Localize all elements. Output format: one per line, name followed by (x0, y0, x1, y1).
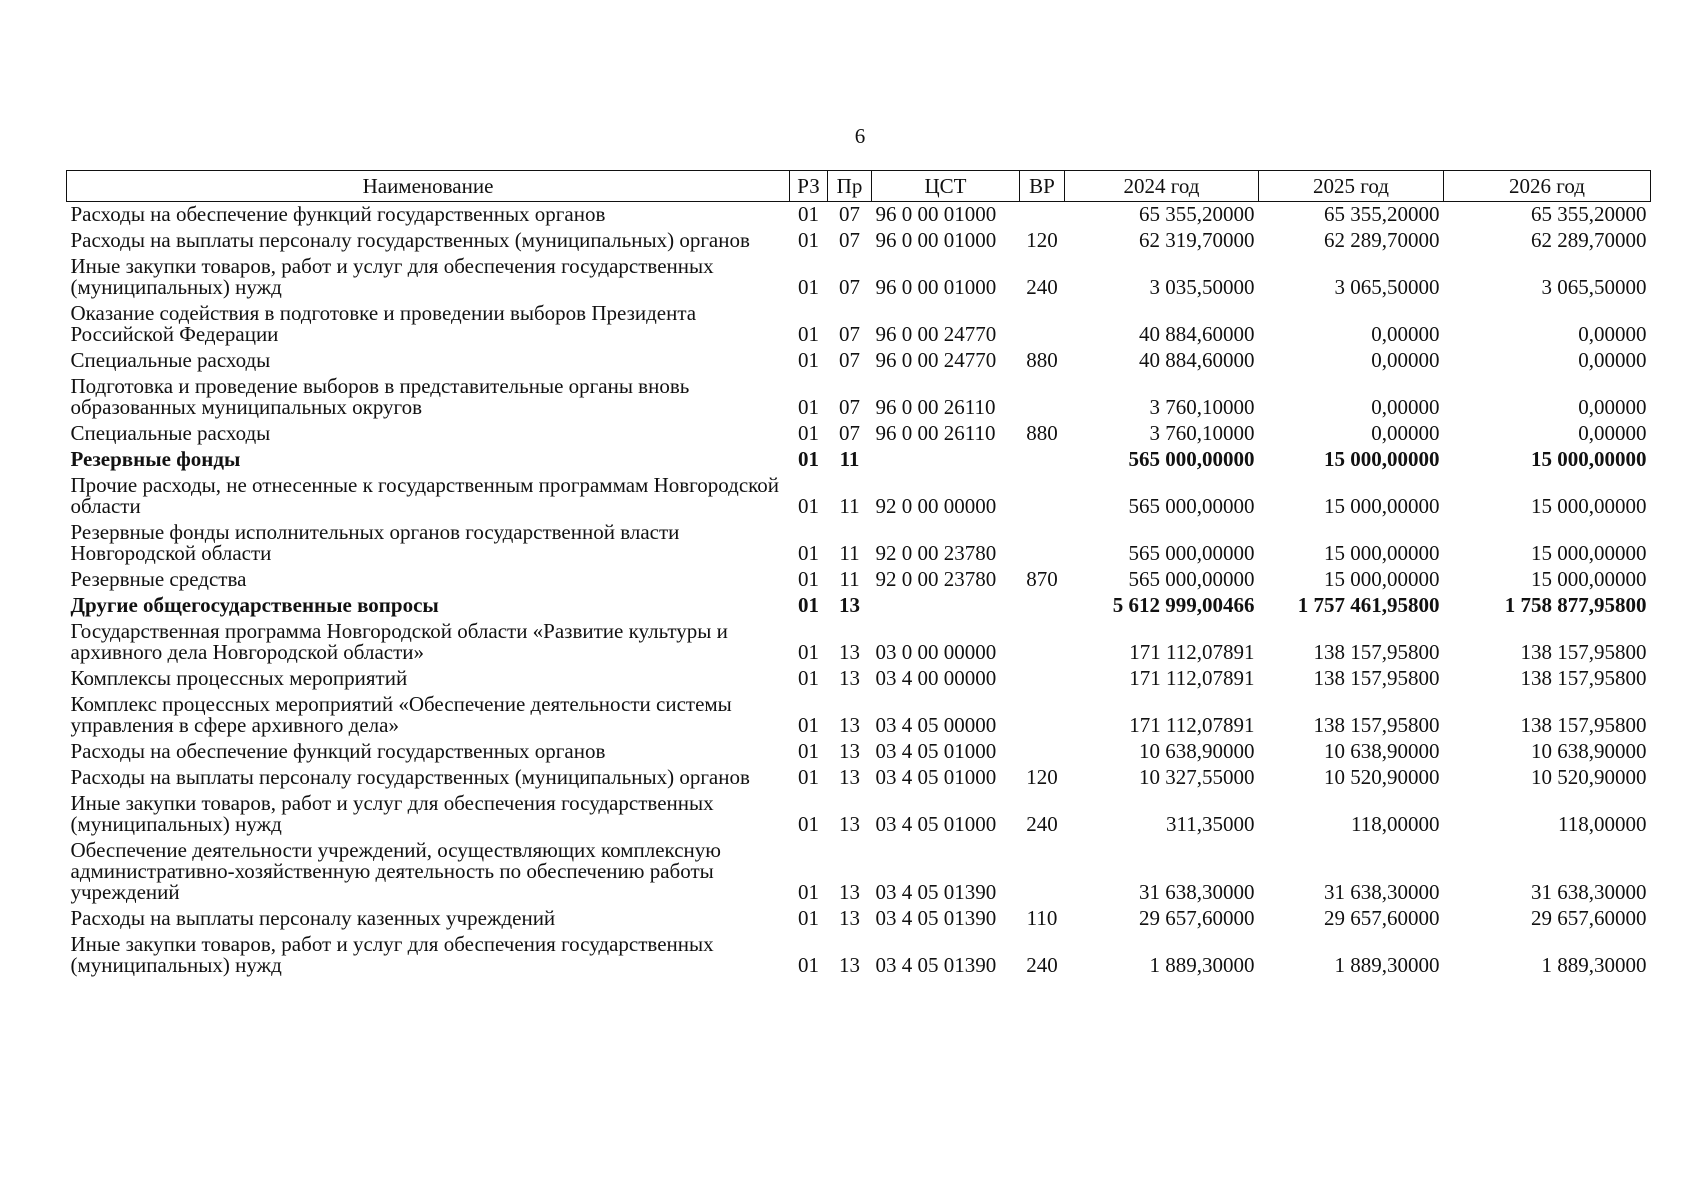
cell-2025: 1 757 461,95800 (1297, 593, 1440, 617)
table-row (67, 765, 1651, 791)
cell-name: Иные закупки товаров, работ и услуг для обеспечения государственных (муниципальных) нужд (70, 254, 714, 299)
cell-2025: 15 000,00000 (1324, 494, 1440, 518)
cell-2025: 10 520,90000 (1324, 765, 1440, 789)
cell-pr: 07 (839, 348, 860, 372)
table-row (67, 932, 1651, 979)
cell-vr: 880 (1026, 421, 1058, 445)
cell-2026: 0,00000 (1578, 322, 1647, 346)
table-row (67, 838, 1651, 906)
cell-2026: 1 889,30000 (1541, 953, 1647, 977)
cell-2026: 31 638,30000 (1531, 880, 1647, 904)
cell-pr: 07 (839, 421, 860, 445)
cell-name: Оказание содействия в подготовке и проведении выборов Президента Российской Федерации (70, 301, 697, 346)
cell-2024: 565 000,00000 (1128, 567, 1255, 591)
cell-rz: 01 (798, 494, 819, 518)
cell-2024: 171 112,07891 (1129, 640, 1255, 664)
cell-vr (1020, 301, 1065, 348)
table-row (67, 567, 1651, 593)
cell-vr: 120 (1026, 228, 1058, 252)
cell-name: Иные закупки товаров, работ и услуг для обеспечения государственных (муниципальных) нужд (70, 932, 714, 977)
cell-vr: 240 (1026, 275, 1058, 299)
table-row (67, 301, 1651, 348)
cell-cst: 96 0 00 24770 (875, 348, 997, 372)
cell-name: Другие общегосударственные вопросы (70, 593, 439, 617)
cell-2026: 10 638,90000 (1531, 739, 1647, 763)
cell-name: Резервные средства (70, 567, 247, 591)
cell-cst: 03 4 05 01390 (875, 880, 997, 904)
cell-rz: 01 (798, 812, 819, 836)
cell-name: Специальные расходы (70, 348, 271, 372)
cell-rz: 01 (798, 567, 819, 591)
cell-rz: 01 (798, 395, 819, 419)
header-2025: 2025 год (1259, 171, 1444, 202)
table-row (67, 593, 1651, 619)
table-row (67, 619, 1651, 666)
cell-pr: 13 (839, 593, 860, 617)
cell-2025: 138 157,95800 (1313, 666, 1440, 690)
cell-2024: 62 319,70000 (1139, 228, 1255, 252)
cell-name: Специальные расходы (70, 421, 271, 445)
cell-rz: 01 (798, 275, 819, 299)
cell-name: Комплексы процессных мероприятий (70, 666, 408, 690)
cell-rz: 01 (798, 593, 819, 617)
cell-pr: 07 (839, 202, 860, 226)
table-row (67, 692, 1651, 739)
cell-2025: 0,00000 (1371, 395, 1440, 419)
header-rz: РЗ (790, 171, 828, 202)
cell-name: Резервные фонды исполнительных органов государственной власти Новгородской области (70, 520, 680, 565)
cell-cst: 96 0 00 24770 (875, 322, 997, 346)
cell-vr: 880 (1026, 348, 1058, 372)
cell-2024: 65 355,20000 (1139, 202, 1255, 226)
cell-2026: 138 157,95800 (1520, 640, 1647, 664)
cell-2026: 0,00000 (1578, 421, 1647, 445)
cell-2025: 118,00000 (1351, 812, 1440, 836)
cell-2024: 5 612 999,00466 (1112, 593, 1255, 617)
cell-cst: 03 4 05 01000 (875, 739, 997, 763)
cell-cst (872, 447, 1020, 473)
cell-rz: 01 (798, 348, 819, 372)
cell-2024: 311,35000 (1166, 812, 1255, 836)
cell-vr: 240 (1026, 812, 1058, 836)
cell-pr: 13 (839, 713, 860, 737)
cell-pr: 11 (839, 567, 860, 591)
cell-name: Прочие расходы, не отнесенные к государственным программам Новгородской области (70, 473, 780, 518)
cell-pr: 11 (839, 447, 860, 471)
cell-cst: 96 0 00 01000 (875, 202, 997, 226)
cell-pr: 13 (839, 640, 860, 664)
table-row (67, 254, 1651, 301)
cell-2026: 138 157,95800 (1520, 666, 1647, 690)
cell-name: Резервные фонды (70, 447, 241, 471)
cell-2024: 31 638,30000 (1139, 880, 1255, 904)
table-row (67, 421, 1651, 447)
cell-2024: 171 112,07891 (1129, 666, 1255, 690)
table-row (67, 473, 1651, 520)
cell-cst: 03 4 05 01390 (875, 906, 997, 930)
cell-rz: 01 (798, 447, 819, 471)
cell-2025: 0,00000 (1371, 421, 1440, 445)
cell-2026: 15 000,00000 (1531, 567, 1647, 591)
cell-vr (1020, 692, 1065, 739)
cell-2024: 10 638,90000 (1139, 739, 1255, 763)
cell-vr (1020, 593, 1065, 619)
cell-pr: 07 (839, 395, 860, 419)
header-vr: ВР (1020, 171, 1065, 202)
cell-2025: 0,00000 (1371, 348, 1440, 372)
cell-vr (1020, 202, 1065, 229)
cell-vr (1020, 374, 1065, 421)
header-row (67, 171, 1651, 202)
cell-2024: 1 889,30000 (1149, 953, 1255, 977)
cell-2025: 29 657,60000 (1324, 906, 1440, 930)
cell-cst: 92 0 00 23780 (875, 567, 997, 591)
cell-cst: 03 4 00 00000 (875, 666, 997, 690)
cell-cst: 03 4 05 01390 (875, 953, 997, 977)
cell-2024: 565 000,00000 (1128, 494, 1255, 518)
table-body (67, 202, 1651, 980)
cell-rz: 01 (798, 953, 819, 977)
cell-vr (1020, 447, 1065, 473)
cell-rz: 01 (798, 880, 819, 904)
cell-2025: 1 889,30000 (1334, 953, 1440, 977)
cell-rz: 01 (798, 765, 819, 789)
cell-cst: 96 0 00 01000 (875, 228, 997, 252)
cell-vr: 240 (1026, 953, 1058, 977)
cell-vr: 120 (1026, 765, 1058, 789)
cell-cst (872, 593, 1020, 619)
table-row (67, 348, 1651, 374)
cell-2026: 15 000,00000 (1531, 447, 1647, 471)
cell-2026: 138 157,95800 (1520, 713, 1647, 737)
table-row (67, 202, 1651, 229)
header-2024: 2024 год (1065, 171, 1259, 202)
table-row (67, 374, 1651, 421)
cell-2025: 62 289,70000 (1324, 228, 1440, 252)
table-row (67, 666, 1651, 692)
table-row (67, 791, 1651, 838)
cell-rz: 01 (798, 228, 819, 252)
cell-2026: 1 758 877,95800 (1504, 593, 1647, 617)
cell-2026: 65 355,20000 (1531, 202, 1647, 226)
cell-rz: 01 (798, 906, 819, 930)
cell-rz: 01 (798, 541, 819, 565)
cell-2024: 565 000,00000 (1128, 541, 1255, 565)
cell-cst: 03 0 00 00000 (875, 640, 997, 664)
cell-cst: 92 0 00 23780 (875, 541, 997, 565)
cell-cst: 92 0 00 00000 (875, 494, 997, 518)
cell-2026: 0,00000 (1578, 395, 1647, 419)
cell-2025: 31 638,30000 (1324, 880, 1440, 904)
cell-rz: 01 (798, 421, 819, 445)
cell-pr: 07 (839, 322, 860, 346)
cell-name: Государственная программа Новгородской области «Развитие культуры и архивного дела Новгородской области» (70, 619, 728, 664)
cell-cst: 96 0 00 01000 (875, 275, 997, 299)
budget-table (66, 170, 1651, 979)
cell-name: Расходы на обеспечение функций государственных органов (70, 202, 606, 226)
cell-2024: 3 035,50000 (1149, 275, 1255, 299)
cell-name: Расходы на выплаты персоналу казенных учреждений (70, 906, 556, 930)
cell-pr: 13 (839, 739, 860, 763)
header-pr: Пр (828, 171, 872, 202)
cell-rz: 01 (798, 739, 819, 763)
header-name: Наименование (67, 171, 790, 202)
header-2026: 2026 год (1444, 171, 1651, 202)
cell-2026: 62 289,70000 (1531, 228, 1647, 252)
cell-2025: 0,00000 (1371, 322, 1440, 346)
cell-cst: 03 4 05 01000 (875, 765, 997, 789)
cell-2024: 29 657,60000 (1139, 906, 1255, 930)
cell-2025: 138 157,95800 (1313, 713, 1440, 737)
cell-vr (1020, 739, 1065, 765)
cell-2024: 40 884,60000 (1139, 348, 1255, 372)
cell-2026: 118,00000 (1558, 812, 1647, 836)
cell-2025: 15 000,00000 (1324, 541, 1440, 565)
cell-name: Расходы на обеспечение функций государственных органов (70, 739, 606, 763)
table-row (67, 520, 1651, 567)
cell-rz: 01 (798, 202, 819, 226)
cell-vr (1020, 520, 1065, 567)
cell-pr: 13 (839, 906, 860, 930)
cell-pr: 13 (839, 880, 860, 904)
cell-name: Комплекс процессных мероприятий «Обеспечение деятельности системы управления в сфере архивного дела» (70, 692, 732, 737)
cell-2025: 138 157,95800 (1313, 640, 1440, 664)
cell-rz: 01 (798, 713, 819, 737)
cell-vr (1020, 619, 1065, 666)
page-number: 6 (854, 124, 866, 148)
cell-rz: 01 (798, 640, 819, 664)
cell-pr: 13 (839, 666, 860, 690)
cell-pr: 13 (839, 765, 860, 789)
cell-vr: 110 (1026, 906, 1058, 930)
cell-2025: 65 355,20000 (1324, 202, 1440, 226)
table-row (67, 228, 1651, 254)
cell-2026: 10 520,90000 (1531, 765, 1647, 789)
cell-2025: 15 000,00000 (1324, 567, 1440, 591)
cell-vr: 870 (1026, 567, 1058, 591)
cell-name: Обеспечение деятельности учреждений, осуществляющих комплексную административно-хозяйственную деятельность по обеспечению работы учреждений (70, 838, 721, 904)
cell-vr (1020, 666, 1065, 692)
table-row (67, 447, 1651, 473)
cell-cst: 96 0 00 26110 (875, 421, 996, 445)
table-row (67, 906, 1651, 932)
cell-pr: 13 (839, 812, 860, 836)
cell-name: Расходы на выплаты персоналу государственных (муниципальных) органов (70, 765, 750, 789)
cell-pr: 11 (839, 541, 860, 565)
cell-cst: 03 4 05 00000 (875, 713, 997, 737)
cell-2026: 15 000,00000 (1531, 494, 1647, 518)
cell-pr: 07 (839, 275, 860, 299)
cell-2025: 15 000,00000 (1324, 447, 1440, 471)
cell-2024: 565 000,00000 (1128, 447, 1255, 471)
cell-pr: 13 (839, 953, 860, 977)
cell-rz: 01 (798, 666, 819, 690)
cell-pr: 11 (839, 494, 860, 518)
cell-2026: 3 065,50000 (1541, 275, 1647, 299)
cell-name: Расходы на выплаты персоналу государственных (муниципальных) органов (70, 228, 750, 252)
cell-2025: 3 065,50000 (1334, 275, 1440, 299)
cell-vr (1020, 473, 1065, 520)
cell-2026: 0,00000 (1578, 348, 1647, 372)
cell-vr (1020, 838, 1065, 906)
cell-2026: 15 000,00000 (1531, 541, 1647, 565)
cell-pr: 07 (839, 228, 860, 252)
table-row (67, 739, 1651, 765)
cell-name: Подготовка и проведение выборов в представительные органы вновь образованных муниципальных округов (70, 374, 690, 419)
cell-rz: 01 (798, 322, 819, 346)
cell-name: Иные закупки товаров, работ и услуг для обеспечения государственных (муниципальных) нужд (70, 791, 714, 836)
cell-cst: 96 0 00 26110 (875, 395, 996, 419)
cell-2024: 171 112,07891 (1129, 713, 1255, 737)
cell-2025: 10 638,90000 (1324, 739, 1440, 763)
cell-2024: 40 884,60000 (1139, 322, 1255, 346)
cell-2024: 3 760,10000 (1149, 421, 1255, 445)
header-cst: ЦСТ (872, 171, 1020, 202)
cell-2024: 3 760,10000 (1149, 395, 1255, 419)
cell-2024: 10 327,55000 (1139, 765, 1255, 789)
cell-2026: 29 657,60000 (1531, 906, 1647, 930)
cell-cst: 03 4 05 01000 (875, 812, 997, 836)
